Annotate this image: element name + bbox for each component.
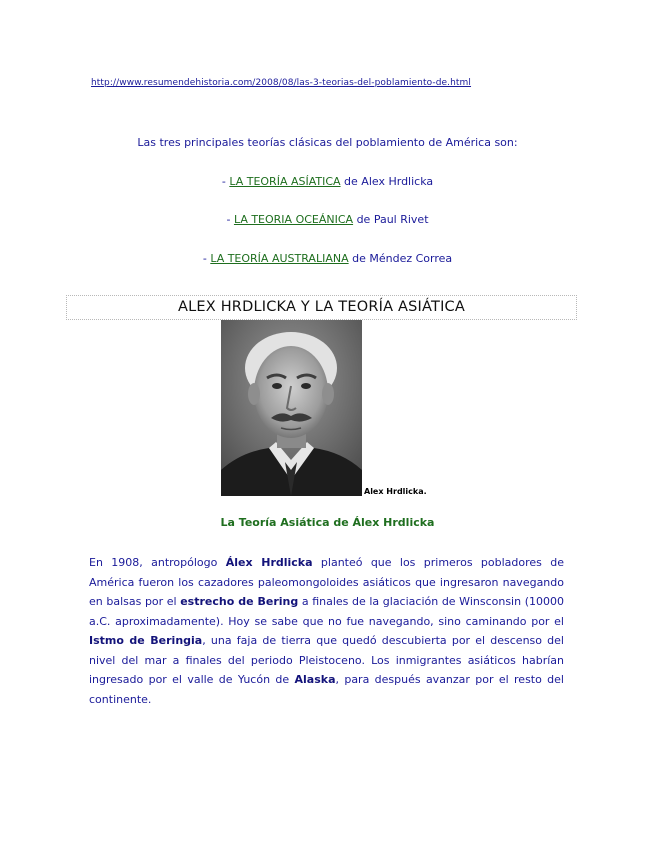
theory-item-australiana bbox=[0, 252, 655, 265]
photo-caption: Alex Hrdlicka. bbox=[364, 487, 427, 496]
section-heading: ALEX HRDLICKA Y LA TEORÍA ASIÁTICA bbox=[178, 299, 465, 315]
theory-link-australiana[interactable]: LA TEORÍA AUSTRALIANA bbox=[210, 252, 349, 265]
portrait-photo bbox=[221, 320, 362, 496]
section-subtitle: La Teoría Asiática de Álex Hrdlicka bbox=[220, 516, 435, 529]
paragraph-text: planteó que los primeros pobladores de América fueron los cazadores paleomongoloides asiáticos que ingresaron navegando en balsas por el bbox=[89, 556, 564, 608]
theory-item-oceanica bbox=[0, 213, 655, 226]
theory-link-asiatica[interactable]: LA TEORÍA ASÍATICA bbox=[229, 175, 341, 188]
theory-prefix: - bbox=[202, 252, 211, 265]
emphasis-alaska: Alaska bbox=[294, 673, 336, 686]
body-paragraph bbox=[89, 553, 564, 709]
theory-author: de Méndez Correa bbox=[348, 252, 453, 265]
emphasis-beringia: Istmo de Beringia bbox=[89, 634, 203, 647]
intro-text: Las tres principales teorías clásicas del poblamiento de América son: bbox=[137, 136, 518, 149]
theory-link-oceanica[interactable]: LA TEORIA OCEÁNICA bbox=[233, 213, 354, 226]
theory-item-asiatica bbox=[0, 175, 655, 188]
theory-prefix: - bbox=[221, 175, 230, 188]
paragraph-text: a finales de la glaciación de Winsconsin (10000 a.C. aproximadamente). Hoy se sabe que no fue navegando, sino caminando por el bbox=[89, 595, 564, 628]
paragraph-text: , para después avanzar por el resto del continente. bbox=[89, 673, 564, 706]
theory-prefix: - bbox=[226, 213, 234, 226]
theory-author: de Paul Rivet bbox=[353, 213, 429, 226]
emphasis-hrdlicka: Álex Hrdlicka bbox=[225, 556, 313, 569]
source-url-link[interactable]: http://www.resumendehistoria.com/2008/08/las-3-teorias-del-poblamiento-de.html bbox=[91, 78, 472, 88]
theory-author: de Alex Hrdlicka bbox=[340, 175, 434, 188]
paragraph-text: En 1908, antropólogo bbox=[89, 556, 226, 569]
paragraph-text: , una faja de tierra que quedó descubierta por el descenso del nivel del mar a finales del periodo Pleistoceno. Los inmigrantes asiáticos habrían ingresado por el valle de Yucón de bbox=[89, 634, 564, 686]
emphasis-bering: estrecho de Bering bbox=[180, 595, 299, 608]
